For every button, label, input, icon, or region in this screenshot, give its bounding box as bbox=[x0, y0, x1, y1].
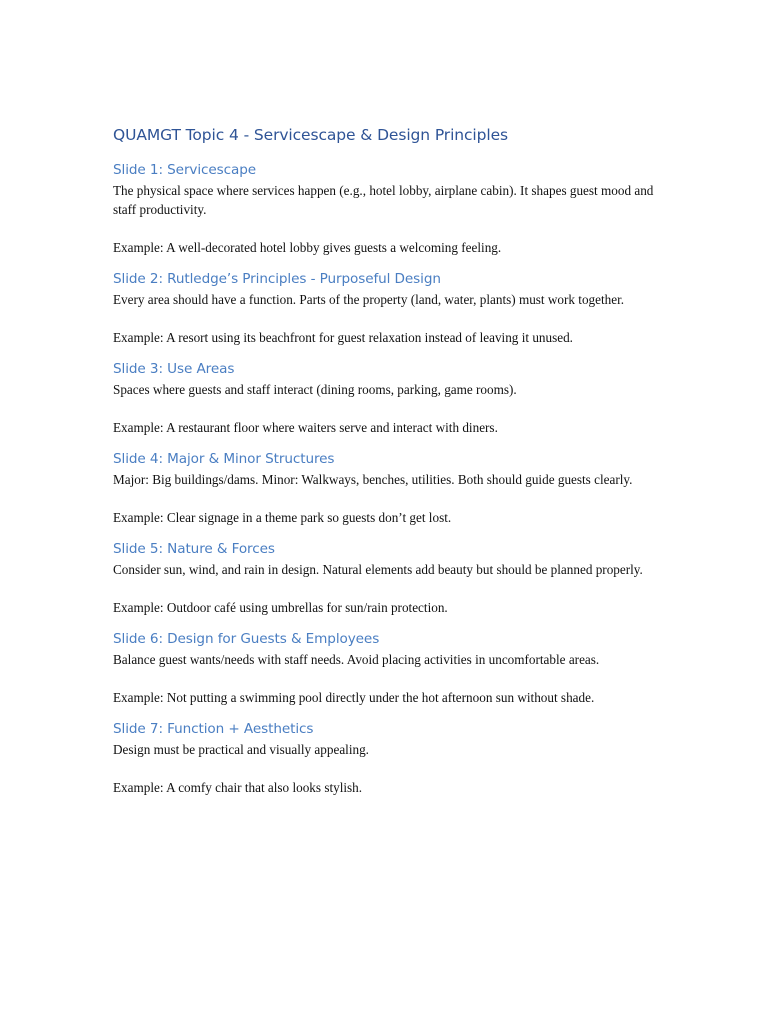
section-heading: Slide 4: Major & Minor Structures bbox=[113, 451, 335, 467]
section-example: Example: Not putting a swimming pool directly under the hot afternoon sun without shade. bbox=[113, 690, 595, 705]
section-example: Example: Clear signage in a theme park so guests don’t get lost. bbox=[113, 510, 452, 525]
section-heading: Slide 6: Design for Guests & Employees bbox=[113, 631, 380, 647]
section-body: Balance guest wants/needs with staff needs. Avoid placing activities in uncomfortable areas. bbox=[113, 652, 600, 667]
section-example: Example: A well-decorated hotel lobby gives guests a welcoming feeling. bbox=[113, 240, 502, 255]
section-body: Every area should have a function. Parts of the property (land, water, plants) must work together. bbox=[113, 292, 625, 307]
section-slide-3 bbox=[113, 359, 658, 437]
section-slide-5 bbox=[113, 539, 658, 617]
section-heading: Slide 3: Use Areas bbox=[113, 361, 235, 377]
document-title: QUAMGT Topic 4 - Servicescape & Design Principles bbox=[113, 126, 508, 144]
section-example: Example: A comfy chair that also looks stylish. bbox=[113, 780, 363, 795]
section-body: The physical space where services happen (e.g., hotel lobby, airplane cabin). It shapes guest mood and staff productivity. bbox=[113, 183, 654, 217]
section-heading: Slide 1: Servicescape bbox=[113, 162, 257, 178]
section-slide-2 bbox=[113, 269, 658, 347]
section-example: Example: A restaurant floor where waiters serve and interact with diners. bbox=[113, 420, 498, 435]
section-body: Consider sun, wind, and rain in design. Natural elements add beauty but should be planned properly. bbox=[113, 562, 643, 577]
section-example: Example: A resort using its beachfront for guest relaxation instead of leaving it unused. bbox=[113, 330, 573, 345]
section-heading: Slide 5: Nature & Forces bbox=[113, 541, 275, 557]
section-slide-6 bbox=[113, 629, 658, 707]
section-heading: Slide 2: Rutledge’s Principles - Purposeful Design bbox=[113, 271, 441, 287]
section-slide-7 bbox=[113, 719, 658, 797]
section-heading: Slide 7: Function + Aesthetics bbox=[113, 721, 314, 737]
section-example: Example: Outdoor café using umbrellas for sun/rain protection. bbox=[113, 600, 448, 615]
section-body: Major: Big buildings/dams. Minor: Walkways, benches, utilities. Both should guide guests clearly. bbox=[113, 472, 633, 487]
document-content bbox=[113, 124, 658, 797]
section-slide-1 bbox=[113, 160, 658, 257]
section-body: Spaces where guests and staff interact (dining rooms, parking, game rooms). bbox=[113, 382, 517, 397]
section-body: Design must be practical and visually appealing. bbox=[113, 742, 369, 757]
section-slide-4 bbox=[113, 449, 658, 527]
